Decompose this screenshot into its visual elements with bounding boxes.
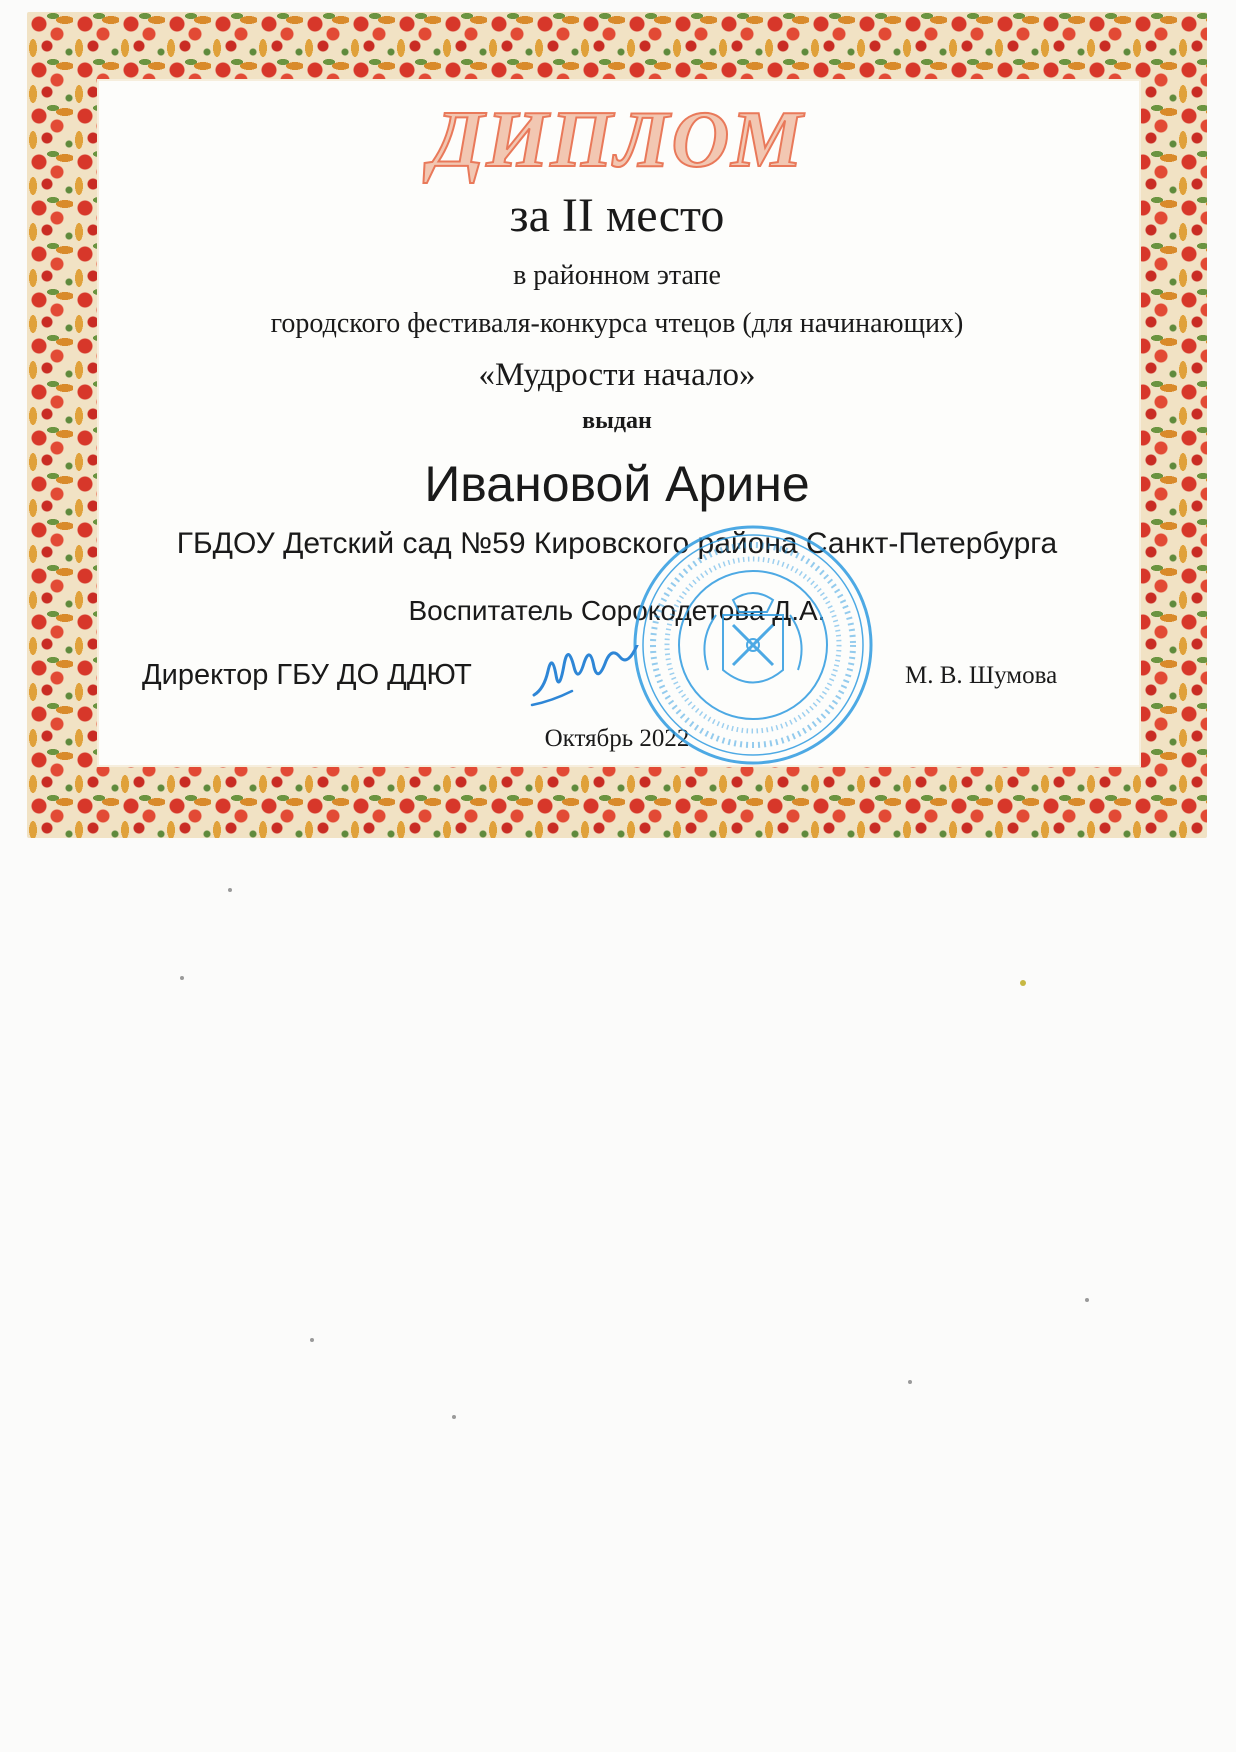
festival-line: городского фестиваля-конкурса чтецов (для начинающих) — [270, 308, 964, 339]
recipient-name: Ивановой Арине — [424, 456, 810, 512]
scan-speck — [908, 1380, 912, 1384]
director-name: М. В. Шумова — [905, 662, 1058, 689]
scan-speck — [1085, 1298, 1089, 1302]
director-title: Директор ГБУ ДО ДДЮТ — [142, 659, 472, 691]
place-heading: за II место — [509, 189, 725, 242]
teacher-line: Воспитатель Сорокодетова Д.А. — [408, 595, 826, 626]
issue-date: Октябрь 2022 — [544, 725, 690, 752]
scan-speck — [310, 1338, 314, 1342]
scan-speck — [180, 976, 184, 980]
scan-speck — [1020, 980, 1026, 986]
scan-speck — [452, 1415, 456, 1419]
scan-speck — [228, 888, 232, 892]
diploma-title: ДИПЛОМ — [429, 96, 805, 184]
director-signature — [530, 645, 670, 715]
issued-label: выдан — [582, 408, 652, 434]
festival-name: «Мудрости начало» — [478, 357, 756, 393]
institution-line: ГБДОУ Детский сад №59 Кировского района Санкт-Петербурга — [176, 527, 1058, 560]
stage-line: в районном этапе — [513, 260, 721, 291]
